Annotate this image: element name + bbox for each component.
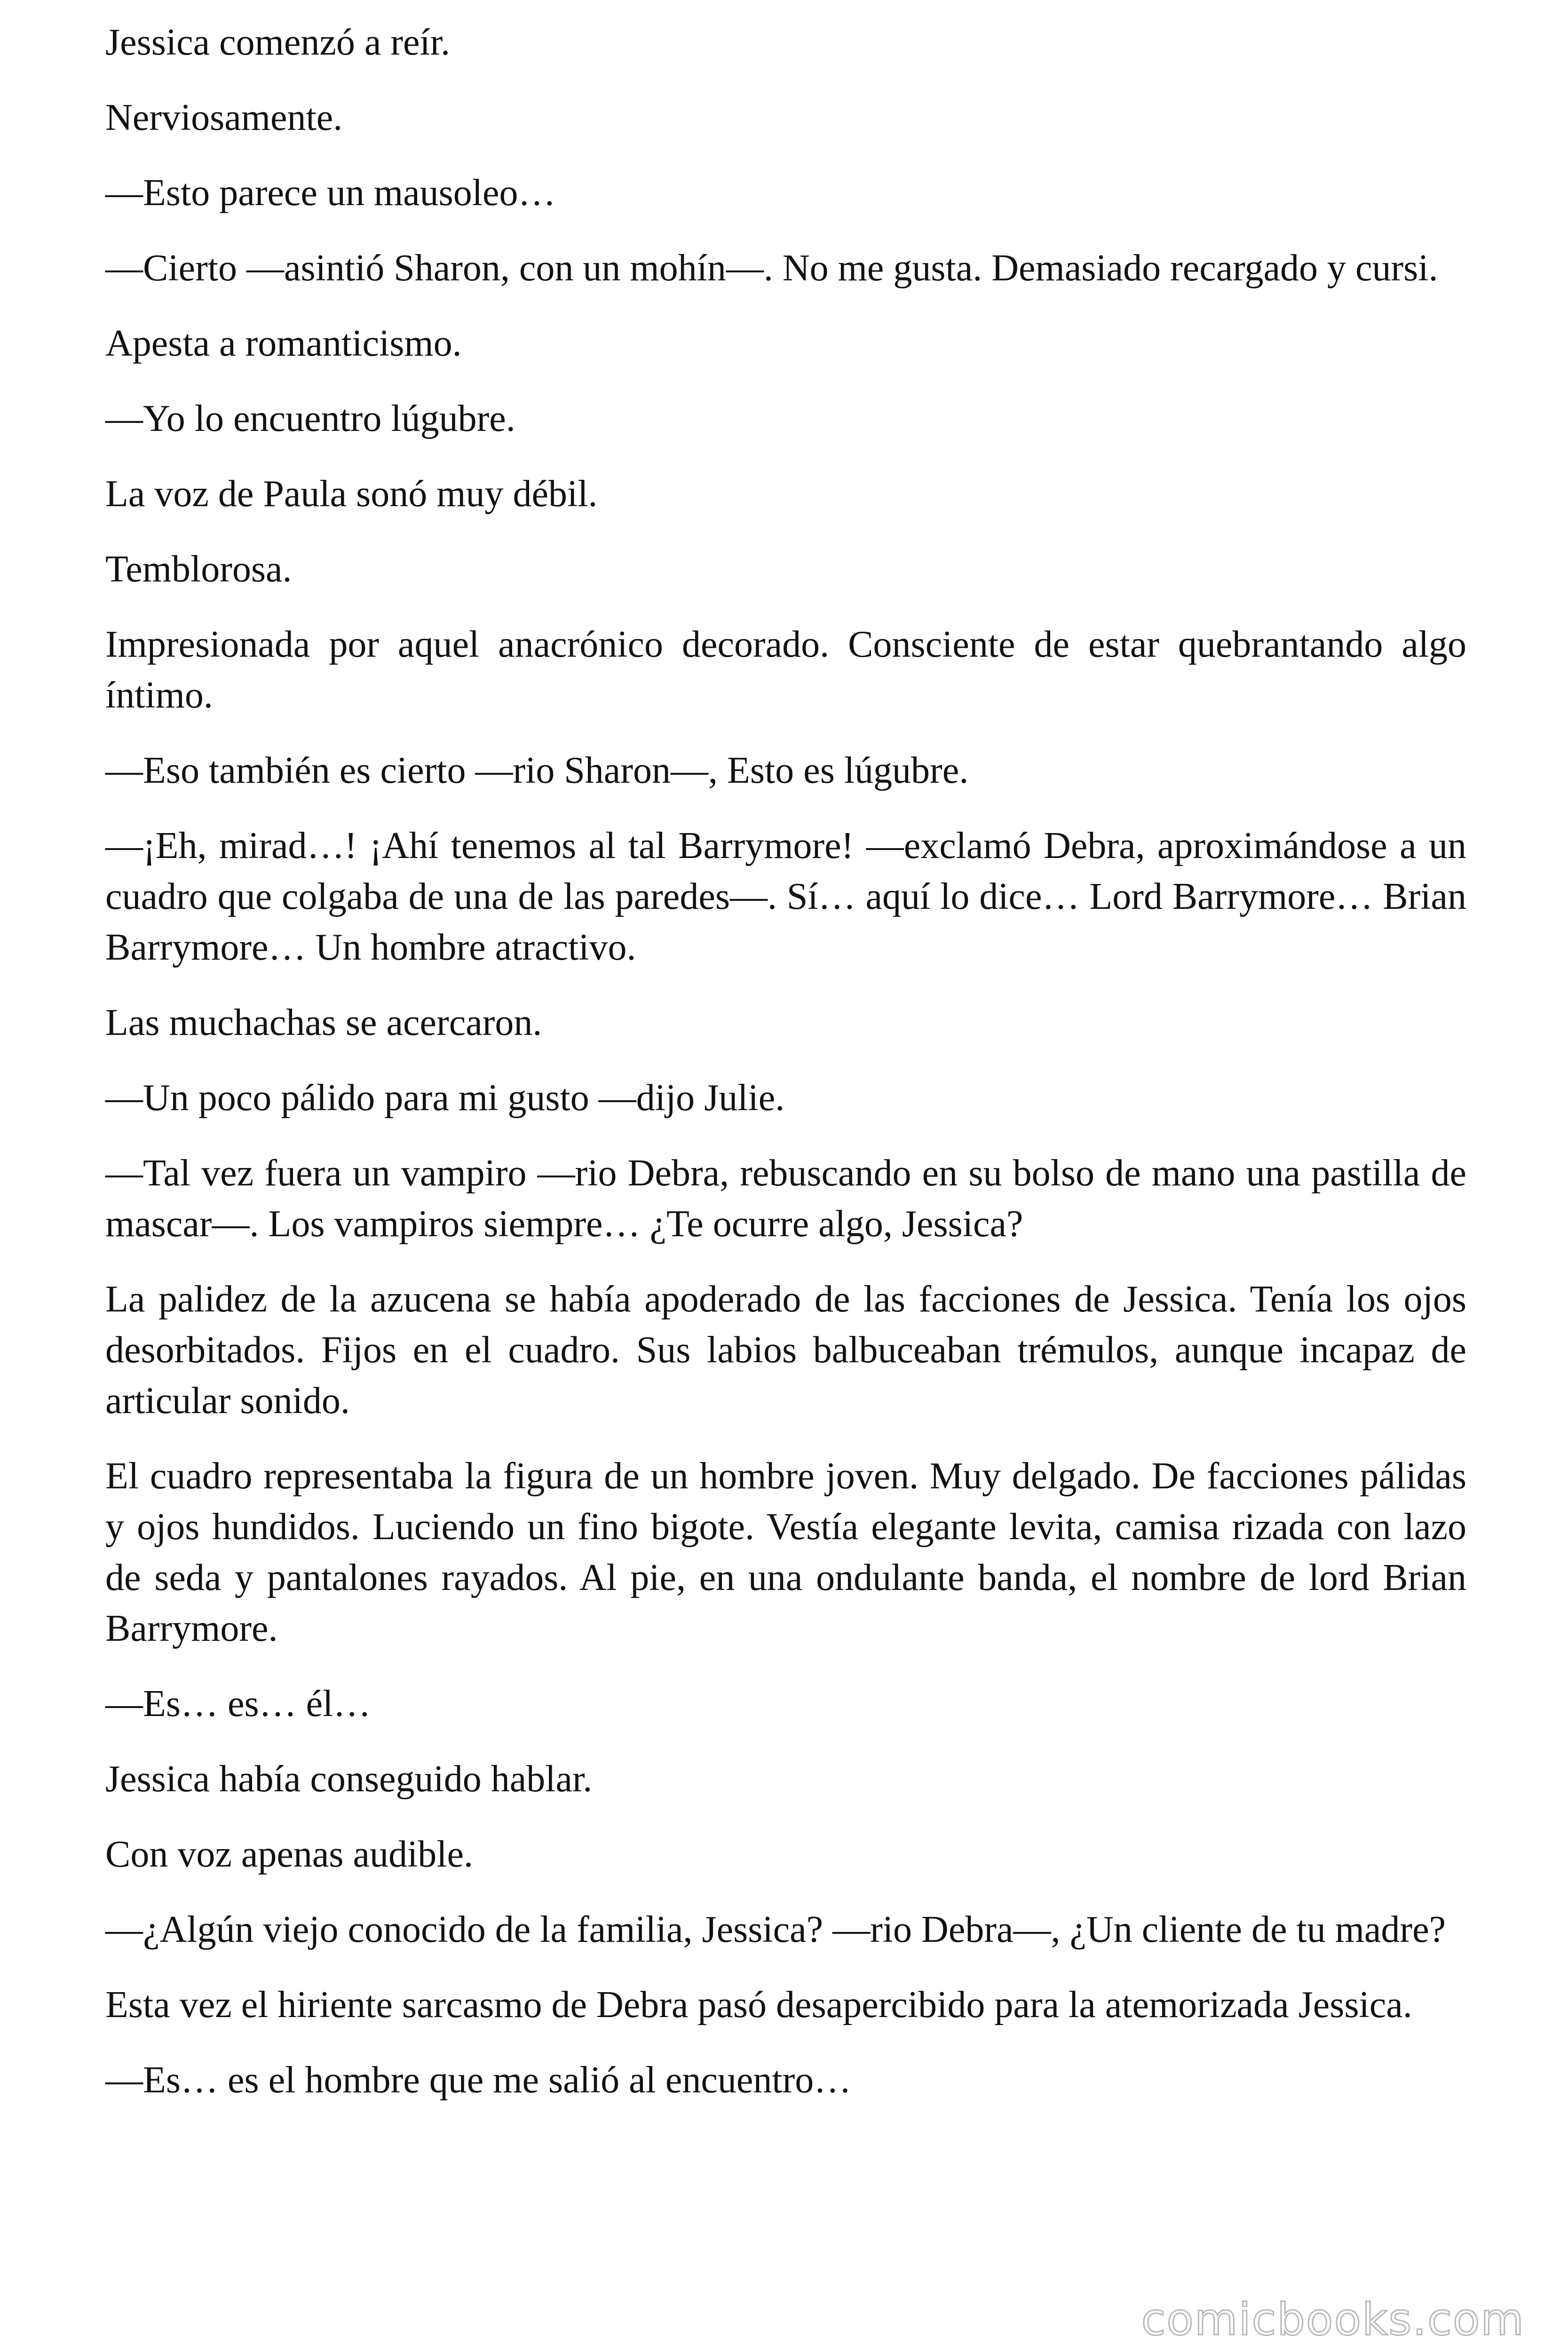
paragraph: La voz de Paula sonó muy débil. [105, 473, 598, 515]
paragraph: El cuadro representaba la figura de un hombre joven. Muy delgado. De facciones pálidas y ojos hundidos. Luciendo un fino bigote. Vestía elegante levita, camisa rizada con lazo de seda y pantalones rayados. Al pie, en una ondulante banda, el nombre de lord Brian Barrymore. [105, 1455, 1466, 1649]
paragraph: —Es… es el hombre que me salió al encuentro… [105, 2059, 852, 2101]
paragraph: Jessica había conseguido hablar. [105, 1758, 593, 1800]
watermark: comicbooks.com [1141, 2294, 1525, 2345]
paragraph: —Esto parece un mausoleo… [105, 172, 556, 214]
paragraph: —Cierto —asintió Sharon, con un mohín—. No me gusta. Demasiado recargado y cursi. [105, 247, 1438, 289]
paragraph: Apesta a romanticismo. [105, 323, 462, 364]
paragraph: Temblorosa. [105, 548, 292, 590]
paragraph: —Es… es… él… [105, 1683, 371, 1724]
paragraph: —¡Eh, mirad…! ¡Ahí tenemos al tal Barrymore! —exclamó Debra, aproximándose a un cuadro que colgaba de una de las paredes—. Sí… aquí lo dice… Lord Barrymore… Brian Barrymore… Un hombre atractivo. [105, 825, 1466, 968]
paragraph: —Eso también es cierto —rio Sharon—, Esto es lúgubre. [105, 750, 969, 791]
paragraph: Esta vez el hiriente sarcasmo de Debra pasó desapercibido para la atemorizada Jessica. [105, 1984, 1412, 2026]
paragraph: —Un poco pálido para mi gusto —dijo Julie. [105, 1077, 785, 1119]
paragraph: —¿Algún viejo conocido de la familia, Jessica? —rio Debra—, ¿Un cliente de tu madre? [105, 1909, 1446, 1950]
paragraph: Impresionada por aquel anacrónico decorado. Consciente de estar quebrantando algo íntimo. [105, 624, 1466, 716]
paragraph: Con voz apenas audible. [105, 1834, 473, 1875]
paragraph: La palidez de la azucena se había apoderado de las facciones de Jessica. Tenía los ojos desorbitados. Fijos en el cuadro. Sus labios balbuceaban trémulos, aunque incapaz de articular sonido. [105, 1279, 1466, 1422]
paragraph: Jessica comenzó a reír. [105, 22, 451, 63]
paragraph: —Tal vez fuera un vampiro —rio Debra, rebuscando en su bolso de mano una pastilla de mascar—. Los vampiros siempre… ¿Te ocurre algo, Jessica? [105, 1152, 1466, 1245]
paragraph: Las muchachas se acercaron. [105, 1002, 542, 1043]
book-page-text [105, 17, 1466, 2130]
paragraph: Nerviosamente. [105, 97, 343, 138]
paragraph: —Yo lo encuentro lúgubre. [105, 398, 515, 439]
